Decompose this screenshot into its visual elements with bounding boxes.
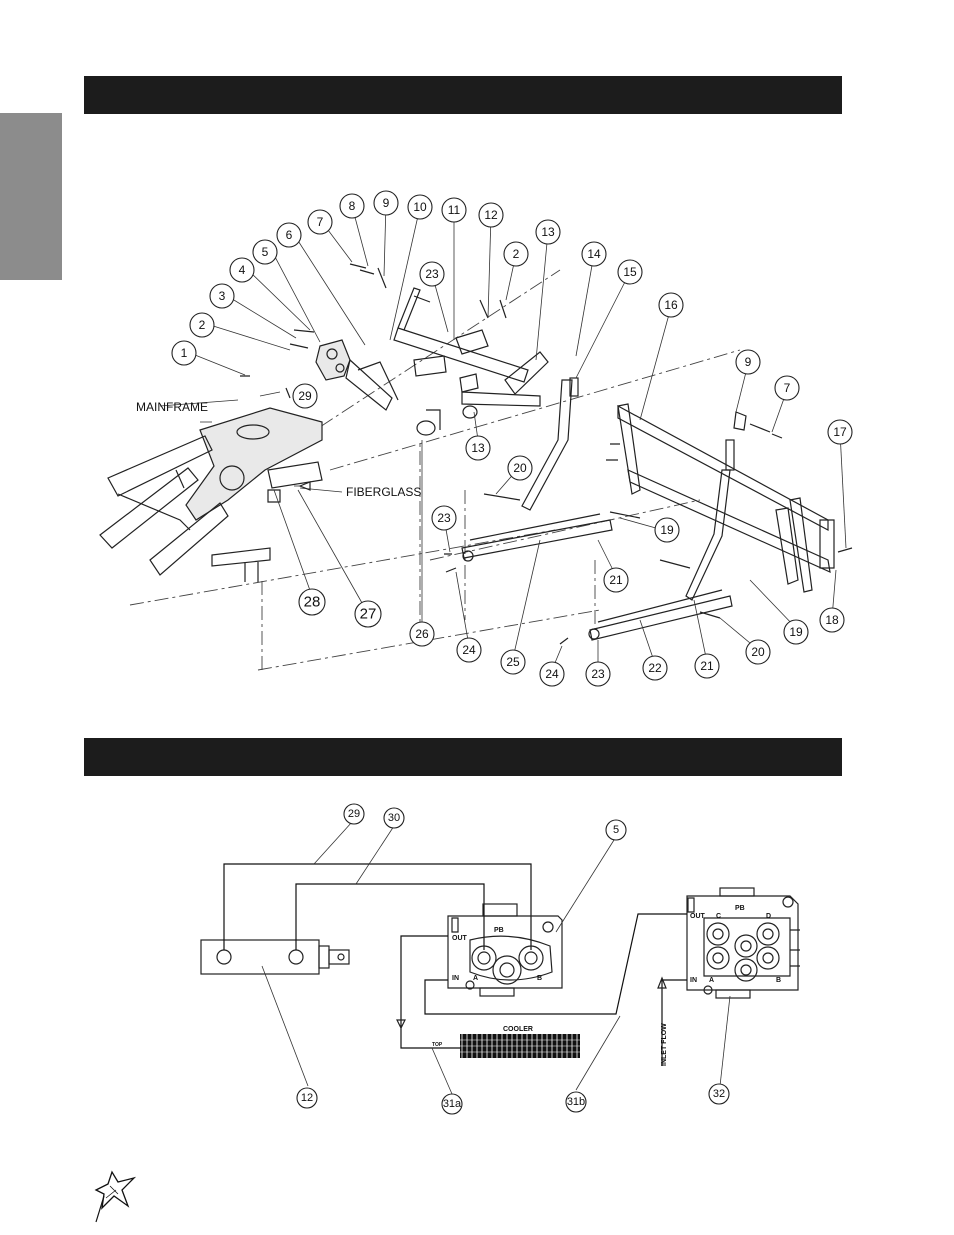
cooler-top-label: TOP (432, 1042, 443, 1048)
cooler-label: COOLER (503, 1026, 533, 1033)
lower-linkage-bars (444, 494, 732, 644)
callout-number: 31b (566, 1096, 586, 1108)
callout-number: 12 (300, 1092, 314, 1104)
callout-number: 17 (833, 425, 847, 439)
callout-number: 1 (180, 346, 188, 360)
callout-number: 23 (425, 267, 439, 281)
callout-number: 19 (789, 625, 803, 639)
fiberglass-label: FIBERGLASS (346, 485, 422, 499)
callout-number: 32 (712, 1088, 726, 1100)
valve-right-out-label: OUT (690, 913, 705, 920)
valve-right-b-label: B (776, 977, 782, 984)
mainframe-part (100, 408, 322, 582)
callout-number: 10 (413, 200, 427, 214)
callout-number: 15 (623, 265, 637, 279)
callout-number: 8 (348, 199, 356, 213)
callout-number: 9 (744, 355, 752, 369)
control-rods (522, 378, 782, 600)
callout-number: 30 (387, 812, 401, 824)
callout-number: 23 (437, 511, 451, 525)
callout-number: 5 (612, 824, 620, 836)
callout-number: 14 (587, 247, 601, 261)
valve-right-c-label: C (716, 913, 722, 920)
valve-left-b-label: B (537, 975, 543, 982)
hydraulic-schematic (201, 804, 800, 1114)
callout-number: 29 (347, 808, 361, 820)
callout-number: 21 (700, 659, 714, 673)
valve-left-pb-label: PB (494, 927, 504, 934)
callout-number: 5 (261, 245, 269, 259)
callout-number: 12 (484, 208, 498, 222)
callout-number: 7 (783, 381, 791, 395)
callout-number: 21 (609, 573, 623, 587)
callout-number: 6 (285, 228, 293, 242)
callout-number: 7 (316, 215, 324, 229)
callout-number: 9 (382, 196, 390, 210)
mainframe-label: MAINFRAME (136, 400, 208, 414)
valve-left (448, 904, 562, 996)
valve-right-in-label: IN (690, 977, 697, 984)
callout-number: 16 (664, 298, 678, 312)
callout-number: 13 (471, 441, 485, 455)
callout-number: 25 (506, 655, 520, 669)
callouts-bottom (297, 804, 729, 1114)
valve-left-in-label: IN (452, 975, 459, 982)
front-frame-part (606, 404, 852, 592)
callout-number: 2 (198, 318, 206, 332)
valve-left-out-label: OUT (452, 935, 467, 942)
callout-number: 20 (751, 645, 765, 659)
valve-right-pb-label: PB (735, 905, 745, 912)
callout-number: 19 (660, 523, 674, 537)
callout-number: 2 (512, 247, 520, 261)
callout-number: 26 (415, 627, 429, 641)
cylinder-part (201, 940, 349, 974)
valve-right (687, 888, 800, 998)
callout-number: 29 (298, 389, 312, 403)
valve-right-d-label: D (766, 913, 772, 920)
callout-number: 24 (462, 643, 476, 657)
upper-linkage-parts (240, 264, 548, 435)
callout-number: 28 (303, 593, 321, 611)
valve-right-a-label: A (709, 977, 715, 984)
exploded-assembly-diagram (100, 191, 852, 686)
callout-number: 11 (447, 203, 461, 217)
valve-left-a-label: A (473, 975, 479, 982)
callout-number: 3 (218, 289, 226, 303)
callout-number: 22 (648, 661, 662, 675)
callout-number: 23 (591, 667, 605, 681)
callout-number: 27 (359, 605, 377, 623)
callout-number: 31a (442, 1098, 462, 1110)
callout-number: 4 (238, 263, 246, 277)
brand-logo (96, 1172, 134, 1222)
inlet-flow-label: INLET FLOW (661, 1023, 668, 1066)
callout-number: 20 (513, 461, 527, 475)
callout-number: 18 (825, 613, 839, 627)
callout-number: 13 (541, 225, 555, 239)
callout-number: 24 (545, 667, 559, 681)
cooler-part (460, 1034, 580, 1058)
